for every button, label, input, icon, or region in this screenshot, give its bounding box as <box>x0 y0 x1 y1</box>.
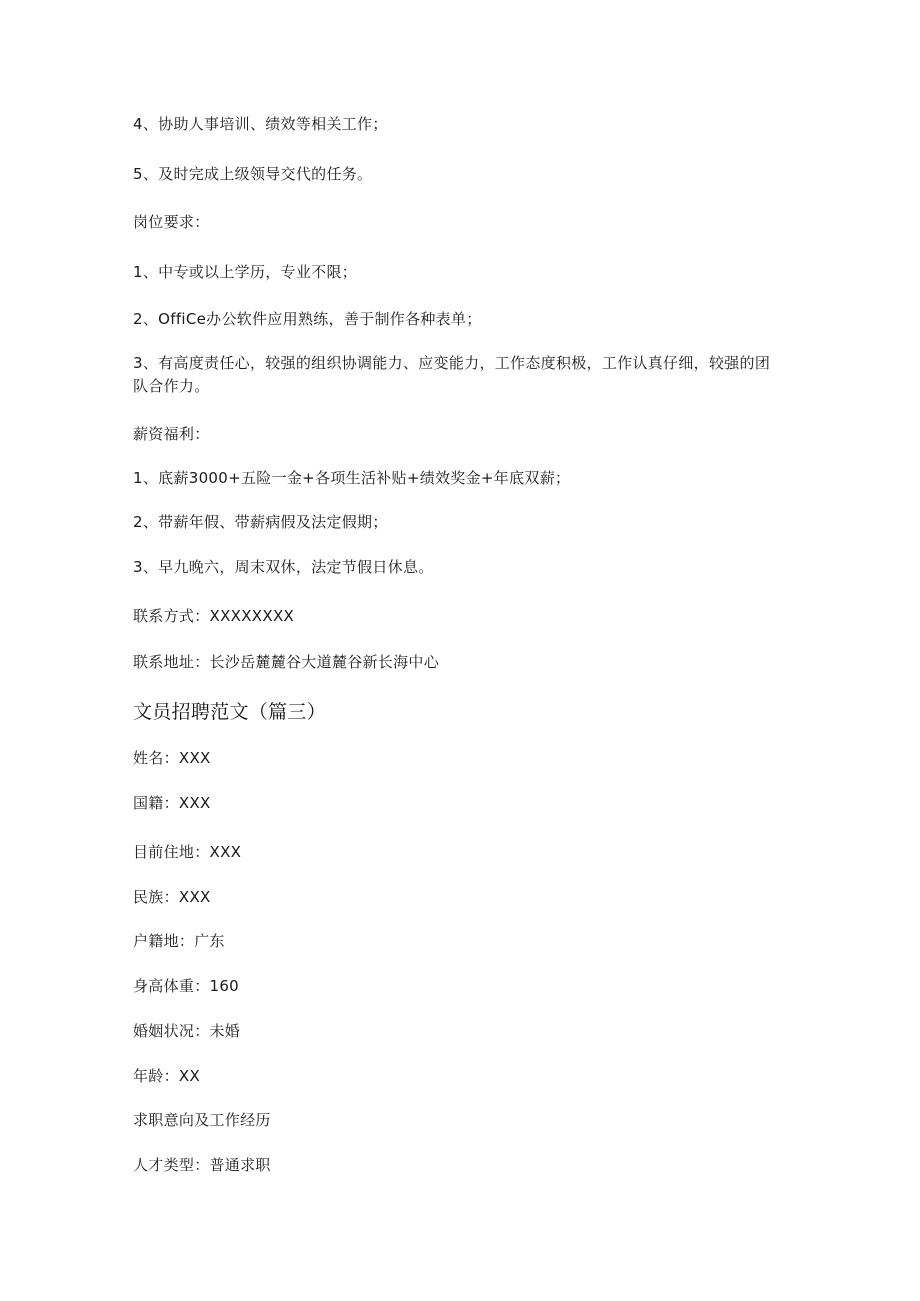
duty-item-4: 4、协助人事培训、绩效等相关工作； <box>133 115 388 133</box>
benefits-label: 薪资福利： <box>133 425 210 443</box>
benefit-item-1: 1、底薪3000+五险一金+各项生活补贴+绩效奖金+年底双薪； <box>133 469 571 487</box>
profile-talent-type: 人才类型：普通求职 <box>133 1156 271 1174</box>
section-heading: 文员招聘范文（篇三） <box>133 701 327 723</box>
profile-residence: 目前住地：XXX <box>133 843 242 861</box>
requirement-item-3: 3、有高度责任心，较强的组织协调能力、应变能力，工作态度积极，工作认真仔细，较强的团队合作力。 <box>133 354 771 395</box>
profile-marital-status: 婚姻状况：未婚 <box>133 1022 241 1040</box>
requirement-item-2: 2、OffiCe办公软件应用熟练，善于制作各种表单； <box>133 310 482 328</box>
duty-item-5: 5、及时完成上级领导交代的任务。 <box>133 165 373 183</box>
benefit-item-3: 3、早九晚六，周末双休，法定节假日休息。 <box>133 558 434 576</box>
requirements-label: 岗位要求： <box>133 213 210 231</box>
job-intention-heading: 求职意向及工作经历 <box>133 1111 271 1129</box>
profile-ethnicity: 民族：XXX <box>133 888 211 906</box>
requirement-item-1: 1、中专或以上学历，专业不限； <box>133 263 358 281</box>
contact-address: 联系地址：长沙岳麓麓谷大道麓谷新长海中心 <box>133 653 440 671</box>
profile-height-weight: 身高体重：160 <box>133 977 240 995</box>
profile-nationality: 国籍：XXX <box>133 794 211 812</box>
profile-age: 年龄：XX <box>133 1067 201 1085</box>
contact-method: 联系方式：XXXXXXXX <box>133 607 295 625</box>
benefit-item-2: 2、带薪年假、带薪病假及法定假期； <box>133 513 388 531</box>
profile-name: 姓名：XXX <box>133 749 211 767</box>
profile-hometown: 户籍地：广东 <box>133 932 225 950</box>
